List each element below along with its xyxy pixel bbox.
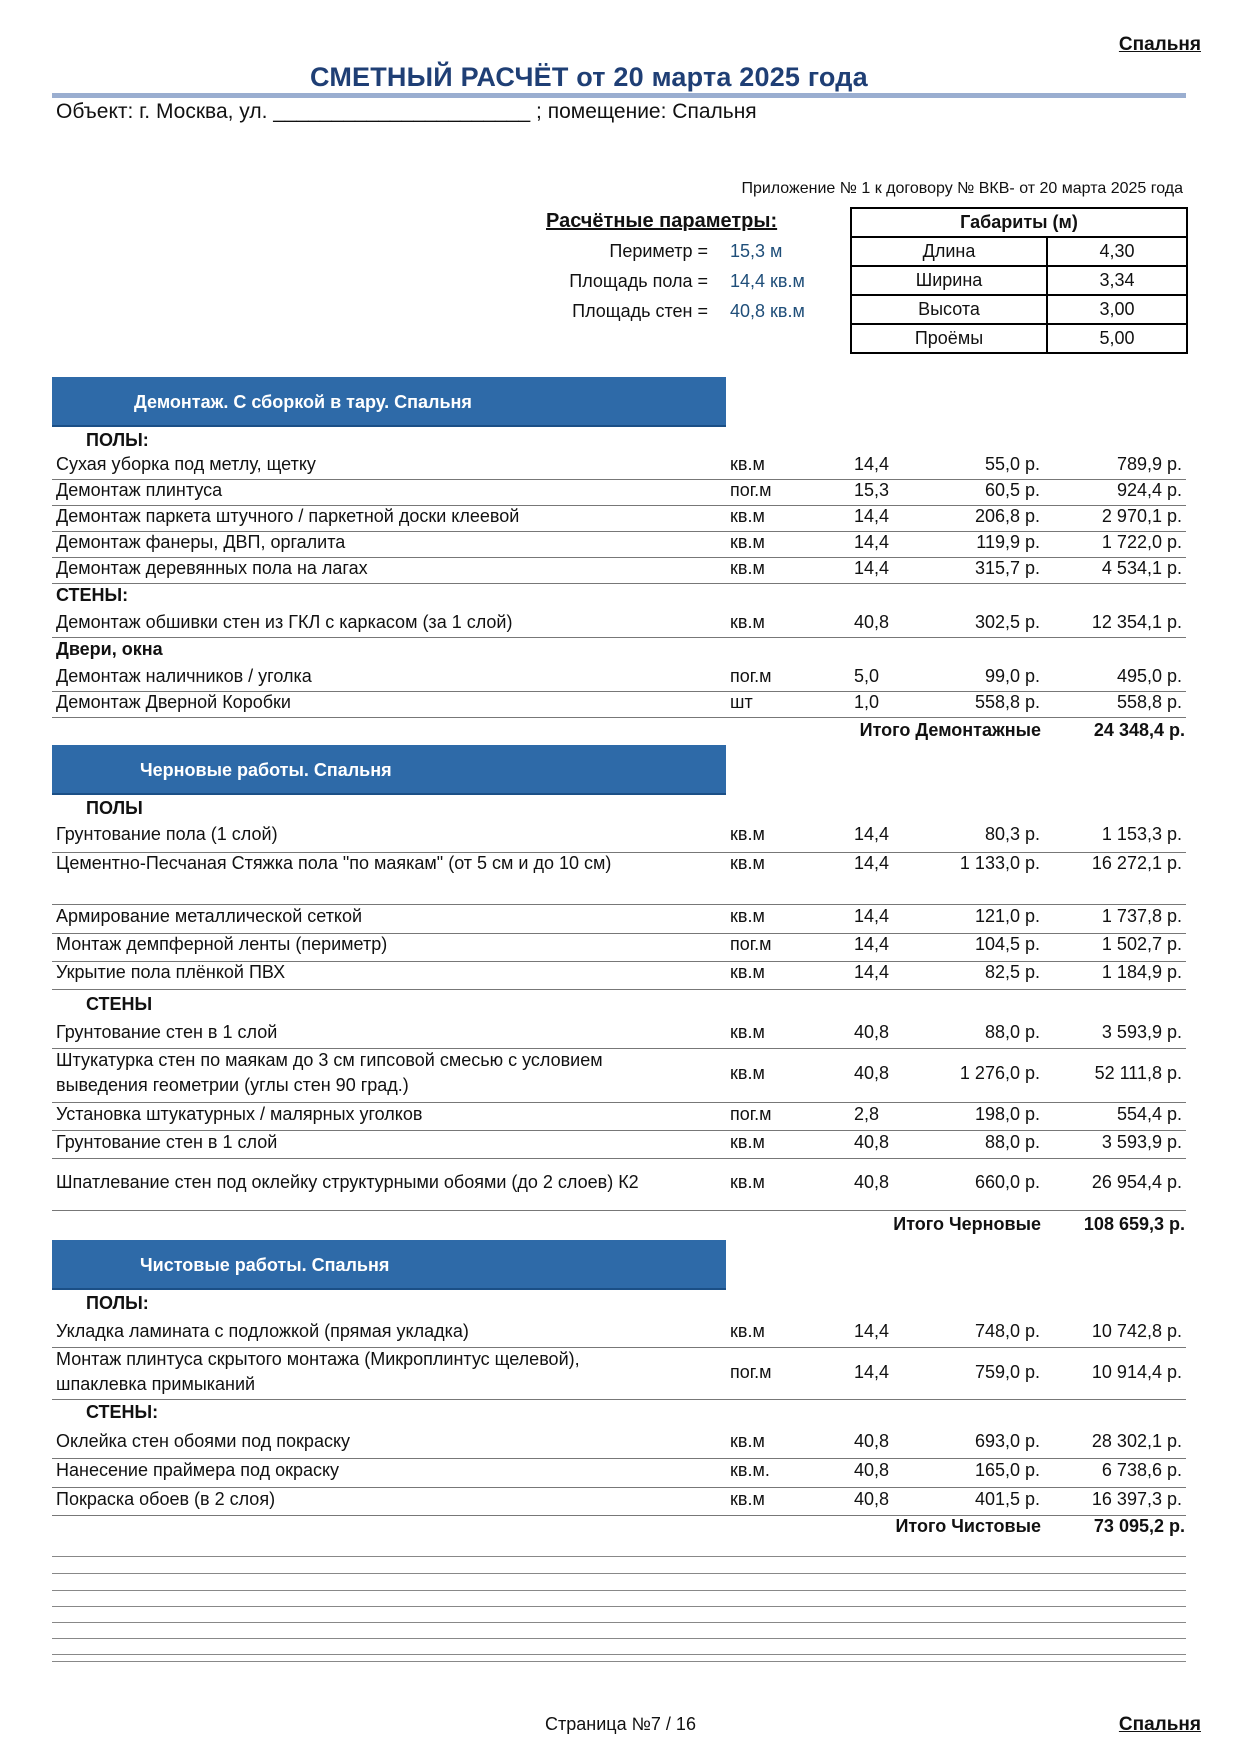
- table-row: [52, 454, 1186, 480]
- blank-line: [52, 1638, 1186, 1639]
- blank-line: [52, 1622, 1186, 1623]
- work-qty: 40,8: [854, 1063, 890, 1083]
- work-qty: 40,8: [854, 612, 890, 632]
- work-name: Монтаж демпферной ленты (периметр): [56, 934, 388, 954]
- table-row: [52, 1349, 1186, 1400]
- blank-line: [52, 1654, 1186, 1655]
- work-sum: 6 738,6 р.: [1101, 1460, 1182, 1480]
- table-row: [52, 612, 1186, 638]
- work-qty: 5,0: [854, 666, 880, 686]
- work-name: Демонтаж фанеры, ДВП, оргалита: [56, 532, 346, 552]
- wall-area-label: Площадь стен =: [572, 301, 708, 321]
- work-name-line2: выведения геометрии (углы стен 90 град.): [56, 1075, 409, 1095]
- work-sum: 10 742,8 р.: [1091, 1321, 1182, 1341]
- work-qty: 14,4: [854, 824, 890, 844]
- wall-area-value: 40,8 кв.м: [730, 301, 805, 321]
- work-qty: 14,4: [854, 906, 890, 926]
- work-name: Демонтаж паркета штучного / паркетной доски клеевой: [56, 506, 520, 526]
- work-name: Установка штукатурных / малярных уголков: [56, 1104, 423, 1124]
- room-link-top[interactable]: Спальня: [1118, 34, 1201, 55]
- work-name-line1: Штукатурка стен по маякам до 3 см гипсовой смесью с условием: [56, 1050, 603, 1070]
- work-name: Оклейка стен обоями под покраску: [56, 1431, 351, 1451]
- work-name: Шпатлевание стен под оклейку структурными обоями (до 2 слоев) К2: [56, 1172, 639, 1192]
- dim-label: Ширина: [851, 266, 1047, 295]
- work-price: 88,0 р.: [984, 1022, 1040, 1042]
- work-sum: 495,0 р.: [1116, 666, 1182, 686]
- work-sum: 2 970,1 р.: [1101, 506, 1182, 526]
- work-qty: 14,4: [854, 454, 890, 474]
- work-price: 82,5 р.: [984, 962, 1040, 982]
- work-sum: 554,4 р.: [1116, 1104, 1182, 1124]
- table-row: [52, 1132, 1186, 1159]
- work-price: 558,8 р.: [974, 692, 1040, 712]
- blank-line: [52, 1606, 1186, 1607]
- work-qty: 14,4: [854, 1321, 890, 1341]
- work-name: Нанесение праймера под окраску: [56, 1460, 340, 1480]
- work-price: 759,0 р.: [974, 1362, 1040, 1382]
- work-qty: 14,4: [854, 853, 890, 873]
- work-qty: 40,8: [854, 1460, 890, 1480]
- section-header-rough: [52, 745, 726, 795]
- work-sum: 26 954,4 р.: [1091, 1172, 1182, 1192]
- work-qty: 40,8: [854, 1132, 890, 1152]
- work-qty: 14,4: [854, 962, 890, 982]
- dimensions-table: [850, 207, 1188, 354]
- dimensions-heading: Габариты (м): [851, 208, 1187, 237]
- table-row: [52, 1460, 1186, 1488]
- work-sum: 1 722,0 р.: [1101, 532, 1182, 552]
- work-unit: пог.м: [730, 480, 772, 500]
- section-title: Демонтаж. С сборкой в тару. Спальня: [134, 392, 472, 412]
- table-row: [52, 532, 1186, 558]
- work-unit: шт: [730, 692, 753, 712]
- work-price: 198,0 р.: [974, 1104, 1040, 1124]
- perimeter-value: 15,3 м: [730, 241, 783, 261]
- work-name-line1: Монтаж плинтуса скрытого монтажа (Микроплинтус щелевой),: [56, 1349, 580, 1369]
- blank-line: [52, 1573, 1186, 1574]
- page-number: Страница №7 / 16: [545, 1714, 696, 1734]
- work-unit: кв.м: [730, 506, 765, 526]
- table-row: [52, 1489, 1186, 1516]
- work-sum: 1 737,8 р.: [1101, 906, 1182, 926]
- dim-label: Проёмы: [851, 324, 1047, 353]
- work-name: Цементно-Песчаная Стяжка пола "по маякам" (от 5 см и до 10 см): [56, 853, 612, 873]
- work-name: Демонтаж наличников / уголка: [56, 666, 312, 686]
- work-price: 88,0 р.: [984, 1132, 1040, 1152]
- work-sum: 28 302,1 р.: [1091, 1431, 1182, 1451]
- section-header-demontage: [52, 377, 726, 427]
- work-qty: 14,4: [854, 934, 890, 954]
- table-row: [52, 934, 1186, 962]
- work-price: 121,0 р.: [974, 906, 1040, 926]
- perimeter-label: Периметр =: [609, 241, 708, 261]
- work-sum: 789,9 р.: [1116, 454, 1182, 474]
- table-row: [52, 692, 1186, 718]
- work-unit: пог.м: [730, 1362, 772, 1382]
- work-name: Грунтование стен в 1 слой: [56, 1132, 278, 1152]
- subheading-floors: ПОЛЫ:: [86, 430, 149, 450]
- page-title: СМЕТНЫЙ РАСЧЁТ от 20 марта 2025 года: [310, 62, 868, 92]
- work-sum: 10 914,4 р.: [1091, 1362, 1182, 1382]
- table-row: [52, 1104, 1186, 1131]
- blank-line: [52, 1556, 1186, 1557]
- work-name: Укладка ламината с подложкой (прямая укладка): [56, 1321, 469, 1341]
- work-name: Демонтаж Дверной Коробки: [56, 692, 291, 712]
- work-name: Демонтаж деревянных пола на лагах: [56, 558, 368, 578]
- work-name: Укрытие пола плёнкой ПВХ: [56, 962, 286, 982]
- table-row: [52, 906, 1186, 934]
- subheading-floors: ПОЛЫ: [86, 798, 143, 818]
- work-qty: 40,8: [854, 1489, 890, 1509]
- work-unit: пог.м: [730, 934, 772, 954]
- work-unit: кв.м: [730, 1489, 765, 1509]
- subheading-walls: СТЕНЫ:: [56, 585, 129, 605]
- table-row: [52, 1050, 1186, 1103]
- work-qty: 40,8: [854, 1172, 890, 1192]
- work-qty: 14,4: [854, 558, 890, 578]
- work-price: 104,5 р.: [974, 934, 1040, 954]
- dim-value: 3,34: [1047, 266, 1187, 295]
- floor-area-value: 14,4 кв.м: [730, 271, 805, 291]
- work-price: 55,0 р.: [984, 454, 1040, 474]
- work-unit: кв.м: [730, 558, 765, 578]
- table-row: [52, 558, 1186, 584]
- dim-label: Длина: [851, 237, 1047, 266]
- work-unit: кв.м: [730, 454, 765, 474]
- work-sum: 1 153,3 р.: [1101, 824, 1182, 844]
- room-link-bottom[interactable]: Спальня: [1118, 1714, 1201, 1735]
- work-unit: кв.м: [730, 1172, 765, 1192]
- work-name: Демонтаж обшивки стен из ГКЛ с каркасом (за 1 слой): [56, 612, 513, 632]
- work-unit: пог.м: [730, 666, 772, 686]
- work-sum: 4 534,1 р.: [1101, 558, 1182, 578]
- total-value-rough: 108 659,3 р.: [1083, 1214, 1185, 1234]
- work-sum: 558,8 р.: [1116, 692, 1182, 712]
- table-row: [52, 480, 1186, 506]
- work-qty: 2,8: [854, 1104, 880, 1124]
- work-price: 60,5 р.: [984, 480, 1040, 500]
- table-row: [52, 853, 1186, 905]
- subheading-floors: ПОЛЫ:: [86, 1293, 149, 1313]
- work-price: 165,0 р.: [974, 1460, 1040, 1480]
- dim-value: 4,30: [1047, 237, 1187, 266]
- work-price: 315,7 р.: [974, 558, 1040, 578]
- work-qty: 40,8: [854, 1431, 890, 1451]
- table-row: [52, 1160, 1186, 1211]
- work-qty: 40,8: [854, 1022, 890, 1042]
- work-unit: кв.м: [730, 1431, 765, 1451]
- work-unit: кв.м: [730, 1022, 765, 1042]
- work-unit: кв.м: [730, 906, 765, 926]
- work-price: 1 276,0 р.: [959, 1063, 1040, 1083]
- work-qty: 14,4: [854, 532, 890, 552]
- work-sum: 1 184,9 р.: [1101, 962, 1182, 982]
- dim-label: Высота: [851, 295, 1047, 324]
- work-unit: кв.м: [730, 532, 765, 552]
- work-sum: 16 397,3 р.: [1091, 1489, 1182, 1509]
- object-line: Объект: г. Москва, ул. ______________________ ; помещение: Спальня: [56, 100, 757, 123]
- total-label-finish: Итого Чистовые: [895, 1516, 1041, 1536]
- work-sum: 3 593,9 р.: [1101, 1132, 1182, 1152]
- work-sum: 1 502,7 р.: [1101, 934, 1182, 954]
- total-value-demontage: 24 348,4 р.: [1093, 720, 1185, 740]
- table-row: [52, 1022, 1186, 1049]
- table-row: [52, 1321, 1186, 1348]
- work-name: Грунтование пола (1 слой): [56, 824, 278, 844]
- work-price: 80,3 р.: [984, 824, 1040, 844]
- work-unit: кв.м: [730, 1132, 765, 1152]
- table-row: [52, 824, 1186, 853]
- work-name: Грунтование стен в 1 слой: [56, 1022, 278, 1042]
- section-header-finish: [52, 1240, 726, 1290]
- work-name-line2: шпаклевка примыканий: [56, 1374, 256, 1394]
- section-title: Чистовые работы. Спальня: [140, 1255, 390, 1275]
- section-title: Черновые работы. Спальня: [140, 760, 392, 780]
- work-sum: 16 272,1 р.: [1091, 853, 1182, 873]
- work-price: 119,9 р.: [976, 532, 1040, 552]
- table-row: [52, 506, 1186, 532]
- total-value-finish: 73 095,2 р.: [1093, 1516, 1185, 1536]
- table-row: [52, 1431, 1186, 1459]
- table-row: [52, 666, 1186, 692]
- work-sum: 924,4 р.: [1116, 480, 1182, 500]
- work-qty: 14,4: [854, 1362, 890, 1382]
- floor-area-label: Площадь пола =: [569, 271, 708, 291]
- work-qty: 14,4: [854, 506, 890, 526]
- subheading-walls: СТЕНЫ:: [86, 1402, 159, 1422]
- work-unit: кв.м: [730, 853, 765, 873]
- work-sum: 12 354,1 р.: [1091, 612, 1182, 632]
- work-name: Армирование металлической сеткой: [56, 906, 363, 926]
- work-price: 1 133,0 р.: [959, 853, 1040, 873]
- work-unit: пог.м: [730, 1104, 772, 1124]
- subheading-doors-windows: Двери, окна: [56, 639, 163, 659]
- appendix-note: Приложение № 1 к договору № ВКВ- от 20 марта 2025 года: [741, 180, 1183, 197]
- total-label-demontage: Итого Демонтажные: [859, 720, 1041, 740]
- work-price: 693,0 р.: [974, 1431, 1040, 1451]
- work-price: 660,0 р.: [974, 1172, 1040, 1192]
- title-underline: [52, 93, 1186, 98]
- work-price: 99,0 р.: [984, 666, 1040, 686]
- work-unit: кв.м: [730, 1321, 765, 1341]
- params-heading: Расчётные параметры:: [546, 210, 778, 232]
- work-unit: кв.м: [730, 824, 765, 844]
- work-price: 206,8 р.: [974, 506, 1040, 526]
- dim-value: 3,00: [1047, 295, 1187, 324]
- dim-value: 5,00: [1047, 324, 1187, 353]
- table-row: [52, 962, 1186, 990]
- work-price: 401,5 р.: [974, 1489, 1040, 1509]
- work-price: 302,5 р.: [974, 612, 1040, 632]
- work-qty: 1,0: [854, 692, 880, 712]
- work-unit: кв.м: [730, 612, 765, 632]
- subheading-walls: СТЕНЫ: [86, 994, 153, 1014]
- blank-line: [52, 1661, 1186, 1662]
- work-name: Покраска обоев (в 2 слоя): [56, 1489, 276, 1509]
- work-unit: кв.м.: [730, 1460, 770, 1480]
- blank-line: [52, 1590, 1186, 1591]
- work-sum: 52 111,8 р.: [1094, 1063, 1182, 1083]
- work-unit: кв.м: [730, 962, 765, 982]
- work-price: 748,0 р.: [974, 1321, 1040, 1341]
- work-unit: кв.м: [730, 1063, 765, 1083]
- work-sum: 3 593,9 р.: [1101, 1022, 1182, 1042]
- total-label-rough: Итого Черновые: [893, 1214, 1041, 1234]
- work-qty: 15,3: [854, 480, 890, 500]
- work-name: Демонтаж плинтуса: [56, 480, 223, 500]
- work-name: Сухая уборка под метлу, щетку: [56, 454, 316, 474]
